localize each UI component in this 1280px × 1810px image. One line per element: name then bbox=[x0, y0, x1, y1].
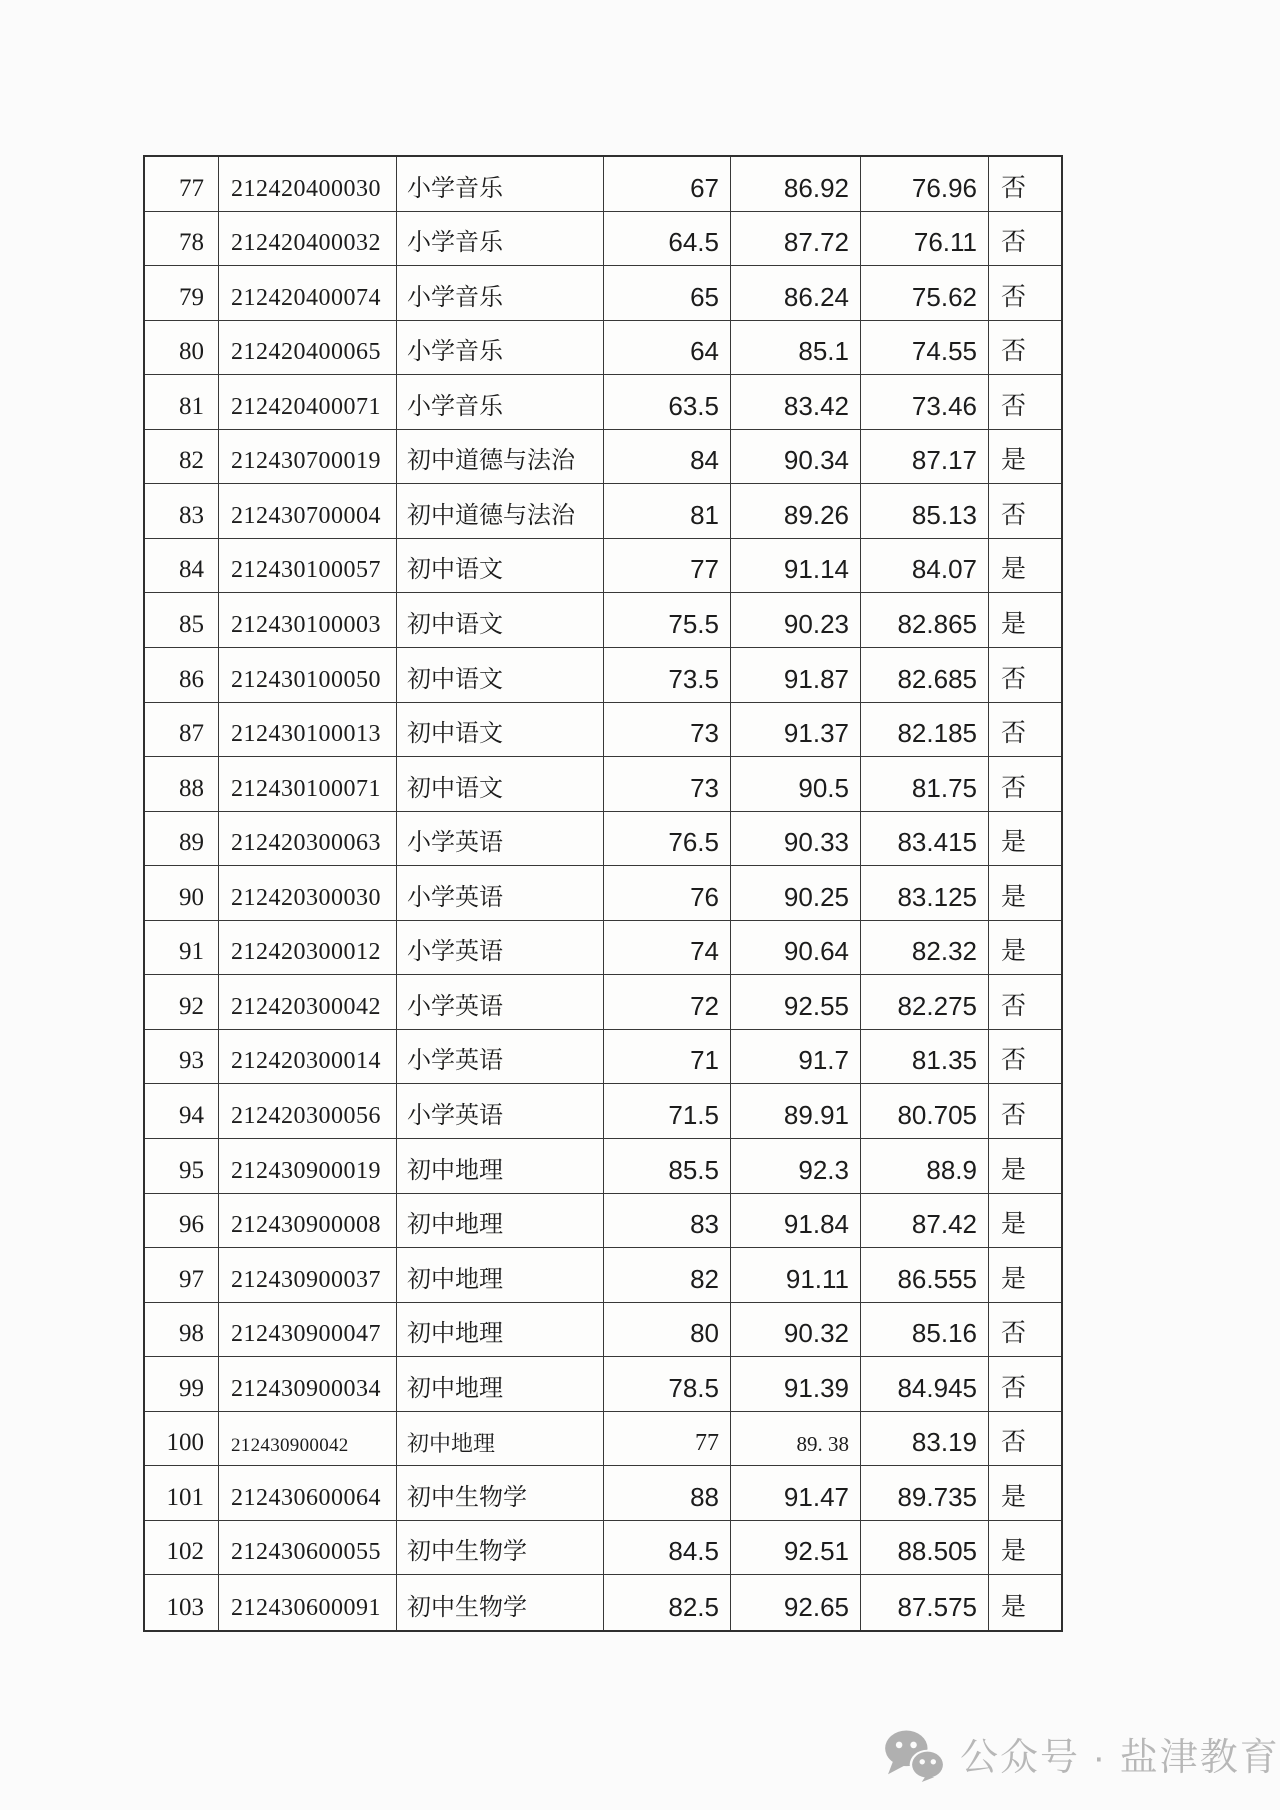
cell-score-2: 83.42 bbox=[731, 375, 861, 429]
cell-shortlisted-flag: 否 bbox=[1001, 665, 1027, 693]
table-row bbox=[145, 1521, 1061, 1576]
cell-row-number: 90 bbox=[145, 866, 219, 920]
cell-shortlisted-flag: 否 bbox=[1001, 1102, 1027, 1129]
cell-candidate-id: 212430100057 bbox=[219, 539, 397, 593]
cell-score-3: 83.415 bbox=[861, 812, 989, 866]
table-row bbox=[145, 321, 1061, 376]
cell-row-number: 101 bbox=[145, 1466, 219, 1520]
cell-score-3: 83.125 bbox=[861, 866, 989, 920]
table-row bbox=[145, 975, 1061, 1030]
cell-candidate-id: 212430600091 bbox=[219, 1575, 397, 1630]
cell-score-3: 74.55 bbox=[861, 321, 989, 375]
cell-subject: 初中语文 bbox=[397, 648, 604, 702]
cell-score-3: 85.13 bbox=[861, 484, 989, 538]
cell-shortlisted-flag: 否 bbox=[1001, 174, 1027, 202]
cell-score-1: 76.5 bbox=[604, 812, 731, 866]
cell-score-3: 85.16 bbox=[861, 1303, 989, 1357]
cell-score-3: 82.275 bbox=[861, 975, 989, 1029]
cell-candidate-id: 212430900019 bbox=[219, 1139, 397, 1193]
table-row bbox=[145, 484, 1061, 539]
cell-candidate-id: 212430900042 bbox=[219, 1412, 397, 1466]
cell-shortlisted-flag: 是 bbox=[1001, 938, 1027, 966]
cell-shortlisted-flag: 是 bbox=[1001, 447, 1027, 475]
cell-candidate-id: 212420400065 bbox=[219, 321, 397, 375]
cell-row-number: 102 bbox=[145, 1521, 219, 1575]
cell-shortlisted-flag: 是 bbox=[1001, 1211, 1027, 1239]
cell-shortlisted-flag: 否 bbox=[1001, 338, 1027, 366]
cell-score-2: 90.32 bbox=[731, 1303, 861, 1357]
cell-score-3: 75.62 bbox=[861, 266, 989, 320]
cell-candidate-id: 212420300056 bbox=[219, 1084, 397, 1138]
table-row bbox=[145, 812, 1061, 867]
cell-shortlisted-flag: 否 bbox=[1001, 392, 1027, 420]
cell-score-3: 88.505 bbox=[861, 1521, 989, 1575]
cell-subject: 初中地理 bbox=[397, 1412, 604, 1466]
cell-score-2: 89. 38 bbox=[731, 1412, 861, 1466]
cell-score-3: 87.42 bbox=[861, 1194, 989, 1248]
table-row bbox=[145, 212, 1061, 267]
cell-score-1: 63.5 bbox=[604, 375, 731, 429]
cell-row-number: 91 bbox=[145, 921, 219, 975]
cell-candidate-id: 212420400030 bbox=[219, 157, 397, 211]
cell-shortlisted-flag: 是 bbox=[1001, 1483, 1027, 1511]
cell-candidate-id: 212430700004 bbox=[219, 484, 397, 538]
table-row bbox=[145, 1084, 1061, 1139]
cell-shortlisted-flag: 是 bbox=[1001, 556, 1027, 584]
cell-candidate-id: 212430100003 bbox=[219, 593, 397, 647]
cell-score-1: 80 bbox=[604, 1303, 731, 1357]
cell-score-3: 82.685 bbox=[861, 648, 989, 702]
cell-score-3: 76.11 bbox=[861, 212, 989, 266]
cell-score-3: 82.185 bbox=[861, 703, 989, 757]
table-row bbox=[145, 1303, 1061, 1358]
cell-candidate-id: 212430100013 bbox=[219, 703, 397, 757]
cell-subject: 初中地理 bbox=[397, 1303, 604, 1357]
cell-subject: 初中语文 bbox=[397, 539, 604, 593]
cell-row-number: 78 bbox=[145, 212, 219, 266]
cell-row-number: 103 bbox=[145, 1575, 219, 1630]
cell-score-3: 86.555 bbox=[861, 1248, 989, 1302]
cell-subject: 初中语文 bbox=[397, 703, 604, 757]
cell-candidate-id: 212430900037 bbox=[219, 1248, 397, 1302]
cell-row-number: 100 bbox=[145, 1412, 219, 1466]
cell-subject: 初中生物学 bbox=[397, 1466, 604, 1520]
cell-score-1: 88 bbox=[604, 1466, 731, 1520]
cell-candidate-id: 212420300012 bbox=[219, 921, 397, 975]
cell-row-number: 85 bbox=[145, 593, 219, 647]
cell-score-1: 83 bbox=[604, 1194, 731, 1248]
cell-subject: 小学音乐 bbox=[397, 212, 604, 266]
cell-candidate-id: 212420300063 bbox=[219, 812, 397, 866]
cell-shortlisted-flag: 否 bbox=[1001, 1047, 1027, 1075]
cell-score-1: 65 bbox=[604, 266, 731, 320]
cell-row-number: 92 bbox=[145, 975, 219, 1029]
cell-shortlisted-flag: 否 bbox=[1001, 720, 1027, 748]
cell-subject: 初中生物学 bbox=[397, 1521, 604, 1575]
cell-score-3: 76.96 bbox=[861, 157, 989, 211]
cell-shortlisted-flag: 是 bbox=[1001, 1538, 1027, 1566]
table-row bbox=[145, 1412, 1061, 1467]
cell-score-1: 78.5 bbox=[604, 1357, 731, 1411]
cell-subject: 小学英语 bbox=[397, 812, 604, 866]
cell-subject: 初中道德与法治 bbox=[397, 484, 604, 538]
cell-candidate-id: 212420400071 bbox=[219, 375, 397, 429]
cell-row-number: 98 bbox=[145, 1303, 219, 1357]
cell-score-1: 81 bbox=[604, 484, 731, 538]
cell-candidate-id: 212430700019 bbox=[219, 430, 397, 484]
cell-score-1: 75.5 bbox=[604, 593, 731, 647]
cell-shortlisted-flag: 否 bbox=[1001, 229, 1027, 257]
cell-score-2: 91.47 bbox=[731, 1466, 861, 1520]
cell-score-2: 85.1 bbox=[731, 321, 861, 375]
cell-candidate-id: 212430600064 bbox=[219, 1466, 397, 1520]
cell-score-2: 92.65 bbox=[731, 1575, 861, 1630]
cell-score-3: 87.17 bbox=[861, 430, 989, 484]
cell-shortlisted-flag: 是 bbox=[1001, 1265, 1027, 1293]
cell-row-number: 79 bbox=[145, 266, 219, 320]
table-row bbox=[145, 1030, 1061, 1085]
cell-shortlisted-flag: 是 bbox=[1001, 883, 1027, 911]
cell-shortlisted-flag: 是 bbox=[1001, 1594, 1027, 1621]
cell-score-1: 71.5 bbox=[604, 1084, 731, 1138]
cell-score-3: 83.19 bbox=[861, 1412, 989, 1466]
cell-score-2: 90.64 bbox=[731, 921, 861, 975]
wechat-icon bbox=[884, 1730, 946, 1782]
cell-candidate-id: 212420400032 bbox=[219, 212, 397, 266]
cell-subject: 初中地理 bbox=[397, 1139, 604, 1193]
cell-score-1: 73 bbox=[604, 757, 731, 811]
cell-score-1: 84 bbox=[604, 430, 731, 484]
cell-shortlisted-flag: 否 bbox=[1001, 774, 1027, 802]
cell-score-1: 72 bbox=[604, 975, 731, 1029]
cell-candidate-id: 212430100071 bbox=[219, 757, 397, 811]
cell-shortlisted-flag: 否 bbox=[1001, 1374, 1027, 1402]
cell-score-1: 82.5 bbox=[604, 1575, 731, 1630]
cell-row-number: 80 bbox=[145, 321, 219, 375]
cell-row-number: 95 bbox=[145, 1139, 219, 1193]
cell-score-1: 77 bbox=[604, 539, 731, 593]
cell-subject: 初中生物学 bbox=[397, 1575, 604, 1630]
cell-score-2: 91.87 bbox=[731, 648, 861, 702]
cell-score-3: 81.35 bbox=[861, 1030, 989, 1084]
cell-score-3: 84.07 bbox=[861, 539, 989, 593]
cell-row-number: 94 bbox=[145, 1084, 219, 1138]
cell-score-1: 67 bbox=[604, 157, 731, 211]
cell-score-2: 92.51 bbox=[731, 1521, 861, 1575]
cell-shortlisted-flag: 是 bbox=[1001, 829, 1027, 857]
cell-shortlisted-flag: 否 bbox=[1001, 1429, 1027, 1457]
score-table bbox=[143, 155, 1063, 1632]
cell-subject: 小学音乐 bbox=[397, 321, 604, 375]
cell-score-3: 80.705 bbox=[861, 1084, 989, 1138]
cell-score-1: 73.5 bbox=[604, 648, 731, 702]
cell-row-number: 82 bbox=[145, 430, 219, 484]
cell-score-1: 85.5 bbox=[604, 1139, 731, 1193]
cell-score-2: 86.92 bbox=[731, 157, 861, 211]
cell-score-3: 84.945 bbox=[861, 1357, 989, 1411]
cell-candidate-id: 212430900008 bbox=[219, 1194, 397, 1248]
cell-subject: 小学音乐 bbox=[397, 375, 604, 429]
table-row bbox=[145, 593, 1061, 648]
table-row bbox=[145, 266, 1061, 321]
cell-score-1: 73 bbox=[604, 703, 731, 757]
table-row bbox=[145, 703, 1061, 758]
cell-candidate-id: 212420400074 bbox=[219, 266, 397, 320]
cell-score-2: 90.33 bbox=[731, 812, 861, 866]
cell-score-2: 90.5 bbox=[731, 757, 861, 811]
table-row bbox=[145, 430, 1061, 485]
cell-subject: 小学英语 bbox=[397, 1084, 604, 1138]
cell-score-1: 76 bbox=[604, 866, 731, 920]
cell-subject: 初中地理 bbox=[397, 1357, 604, 1411]
cell-row-number: 88 bbox=[145, 757, 219, 811]
table-row bbox=[145, 375, 1061, 430]
cell-score-2: 90.34 bbox=[731, 430, 861, 484]
cell-shortlisted-flag: 是 bbox=[1001, 611, 1027, 638]
cell-row-number: 97 bbox=[145, 1248, 219, 1302]
cell-candidate-id: 212430900047 bbox=[219, 1303, 397, 1357]
cell-row-number: 99 bbox=[145, 1357, 219, 1411]
cell-score-3: 73.46 bbox=[861, 375, 989, 429]
cell-score-3: 81.75 bbox=[861, 757, 989, 811]
cell-subject: 小学音乐 bbox=[397, 266, 604, 320]
cell-subject: 初中道德与法治 bbox=[397, 430, 604, 484]
cell-subject: 小学英语 bbox=[397, 866, 604, 920]
cell-score-2: 89.26 bbox=[731, 484, 861, 538]
cell-score-1: 74 bbox=[604, 921, 731, 975]
cell-subject: 初中语文 bbox=[397, 593, 604, 647]
cell-score-2: 91.39 bbox=[731, 1357, 861, 1411]
cell-score-2: 90.23 bbox=[731, 593, 861, 647]
table-row bbox=[145, 866, 1061, 921]
cell-score-2: 87.72 bbox=[731, 212, 861, 266]
cell-score-2: 89.91 bbox=[731, 1084, 861, 1138]
table-row bbox=[145, 757, 1061, 812]
cell-shortlisted-flag: 是 bbox=[1001, 1156, 1027, 1184]
cell-score-2: 91.14 bbox=[731, 539, 861, 593]
cell-score-3: 82.32 bbox=[861, 921, 989, 975]
cell-score-1: 64.5 bbox=[604, 212, 731, 266]
cell-candidate-id: 212430900034 bbox=[219, 1357, 397, 1411]
cell-row-number: 89 bbox=[145, 812, 219, 866]
cell-score-2: 92.55 bbox=[731, 975, 861, 1029]
table-row bbox=[145, 1139, 1061, 1194]
table-row bbox=[145, 648, 1061, 703]
cell-score-2: 86.24 bbox=[731, 266, 861, 320]
cell-score-2: 91.84 bbox=[731, 1194, 861, 1248]
cell-score-2: 91.7 bbox=[731, 1030, 861, 1084]
table-row bbox=[145, 1248, 1061, 1303]
watermark-text: 公众号 · 盐津教育 bbox=[960, 1737, 1280, 1779]
table-row bbox=[145, 1357, 1061, 1412]
cell-score-2: 92.3 bbox=[731, 1139, 861, 1193]
cell-row-number: 81 bbox=[145, 375, 219, 429]
table-row bbox=[145, 1575, 1061, 1630]
cell-row-number: 83 bbox=[145, 484, 219, 538]
cell-score-3: 87.575 bbox=[861, 1575, 989, 1630]
table-row bbox=[145, 921, 1061, 976]
cell-row-number: 93 bbox=[145, 1030, 219, 1084]
cell-shortlisted-flag: 否 bbox=[1001, 992, 1027, 1020]
cell-shortlisted-flag: 否 bbox=[1001, 1320, 1027, 1348]
cell-row-number: 84 bbox=[145, 539, 219, 593]
cell-score-2: 91.11 bbox=[731, 1248, 861, 1302]
cell-score-1: 77 bbox=[604, 1412, 731, 1466]
cell-candidate-id: 212420300030 bbox=[219, 866, 397, 920]
cell-subject: 初中语文 bbox=[397, 757, 604, 811]
cell-shortlisted-flag: 否 bbox=[1001, 283, 1027, 311]
cell-score-2: 90.25 bbox=[731, 866, 861, 920]
table-row bbox=[145, 539, 1061, 594]
cell-subject: 初中地理 bbox=[397, 1194, 604, 1248]
cell-row-number: 87 bbox=[145, 703, 219, 757]
cell-subject: 小学音乐 bbox=[397, 157, 604, 211]
cell-row-number: 96 bbox=[145, 1194, 219, 1248]
cell-shortlisted-flag: 否 bbox=[1001, 501, 1027, 529]
cell-score-1: 84.5 bbox=[604, 1521, 731, 1575]
cell-subject: 小学英语 bbox=[397, 975, 604, 1029]
cell-score-1: 71 bbox=[604, 1030, 731, 1084]
cell-score-3: 88.9 bbox=[861, 1139, 989, 1193]
cell-candidate-id: 212420300042 bbox=[219, 975, 397, 1029]
cell-subject: 初中地理 bbox=[397, 1248, 604, 1302]
table-row bbox=[145, 1194, 1061, 1249]
cell-score-3: 89.735 bbox=[861, 1466, 989, 1520]
cell-score-1: 64 bbox=[604, 321, 731, 375]
cell-score-3: 82.865 bbox=[861, 593, 989, 647]
table-row bbox=[145, 157, 1061, 212]
cell-candidate-id: 212430100050 bbox=[219, 648, 397, 702]
cell-score-1: 82 bbox=[604, 1248, 731, 1302]
cell-row-number: 86 bbox=[145, 648, 219, 702]
cell-subject: 小学英语 bbox=[397, 921, 604, 975]
table-row bbox=[145, 1466, 1061, 1521]
cell-subject: 小学英语 bbox=[397, 1030, 604, 1084]
wechat-watermark bbox=[884, 1730, 1280, 1782]
cell-score-2: 91.37 bbox=[731, 703, 861, 757]
cell-row-number: 77 bbox=[145, 157, 219, 211]
cell-candidate-id: 212430600055 bbox=[219, 1521, 397, 1575]
cell-candidate-id: 212420300014 bbox=[219, 1030, 397, 1084]
